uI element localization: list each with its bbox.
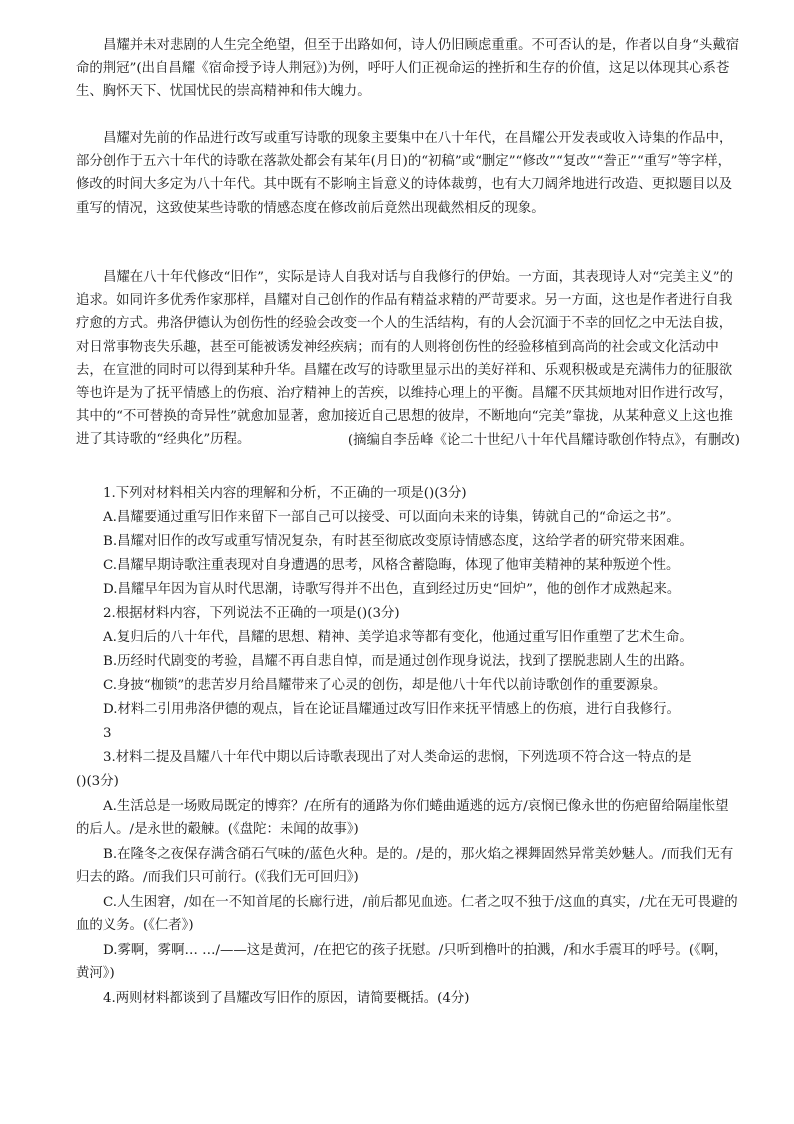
material-paragraph: 昌耀在八十年代修改“旧作”，实际是诗人自我对话与自我修行的伊始。一方面，其表现诗人对“完美主义”的追求。如同许多优秀作家那样，昌耀对自己创作的作品有精益求精的严苛要求。另一方面，这也是作者进行自我疗愈的方式。弗洛伊德认为创伤性的经验会改变一个人的生活结构，有的人会沉湎于不幸的回忆之中无法自拔，对日常事物丧失乐趣，甚至可能被诱发神经疾病；而有的人则将创伤性的经验移植到高尚的社会或文化活动中去，在宣泄的同时可以得到某种升华。昌耀在改写的诗歌里显示出的美好祥和、乐观积极或是充满伟力的征服欲等也许是为了抚平情感上的伤痕、治疗精神上的苦疾，以维持心理上的平衡。昌耀不厌其烦地对旧作进行改写，其中的“不可替换的奇异性”就愈加显著，愈加接近自己思想的彼岸，不断地向“完美”靠拢，从某种意义上这也推进了其诗歌的“经典化”历程。	[76, 270, 733, 448]
material-paragraph: 昌耀并未对悲剧的人生完全绝望，但至于出路如何，诗人仍旧顾虑重重。不可否认的是，作者以自身“头戴宿命的荆冠”(出自昌耀《宿命授予诗人荆冠》)为例，呼吁人们正视命运的挫折和生存的价值，这足以体现其心系苍生、胸怀天下、忧国忧民的崇高精神和伟大魄力。	[76, 38, 740, 100]
question-stem: 3.材料二提及昌耀八十年代中期以后诗歌表现出了对人类命运的悲悯，下列选项不符合这一特点的是	[103, 750, 692, 765]
question-option: C.昌耀早期诗歌注重表现对自身遭遇的思考，风格含蓄隐晦，体现了他审美精神的某种叛逆个性。	[103, 558, 680, 573]
question-option: C.身披“枷锁”的悲苦岁月给昌耀带来了心灵的创伤，却是他八十年代以前诗歌创作的重要源泉。	[103, 678, 667, 693]
question-option: A.生活总是一场败局既定的博弈？/在所有的通路为你们蜷曲遁逃的远方/哀悯已像永世的伤疤留给隔崖怅望的后人。/是永世的觳觫。(《盘陀：未闻的故事》)	[76, 799, 729, 838]
material-paragraph: 昌耀对先前的作品进行改写或重写诗歌的现象主要集中在八十年代，在昌耀公开发表或收入诗集的作品中，部分创作于五六十年代的诗歌在落款处都会有某年(月日)的“初稿”或“删定”“修改”“复改”“誊正”“重写”等字样，修改的时间大多定为八十年代。其中既有不影响主旨意义的诗体裁剪，也有大刀阔斧地进行改造、更拟题目以及重写的情况，这致使某些诗歌的情感态度在修改前后竟然出现截然相反的现象。	[76, 131, 733, 216]
question-option: B.历经时代剧变的考验，昌耀不再自悲自悼，而是通过创作现身说法，找到了摆脱悲剧人生的出路。	[103, 654, 693, 669]
question-option: B.在隆冬之夜保存满含硝石气味的/蓝色火种。是的。/是的，那火焰之裸舞固然异常美妙魅人。/而我们无有归去的路。/而我们只可前行。(《我们无可回归》)	[76, 847, 734, 886]
question-option: C.人生困窘，/如在一不知首尾的长廊行进，/前后都见血迹。仁者之叹不独于/这血的真实，/尤在无可畏避的血的义务。(《仁者》)	[76, 895, 738, 934]
question-stem: 2.根据材料内容，下列说法不正确的一项是()(3分)	[103, 606, 400, 621]
stray-number: 3	[103, 726, 112, 741]
source-citation: (摘编自李岳峰《论二十世纪八十年代昌耀诗歌创作特点》，有删改)	[347, 433, 740, 448]
question-stem: 4.两则材料都谈到了昌耀改写旧作的原因，请简要概括。(4分)	[103, 991, 470, 1006]
question-option: A.昌耀要通过重写旧作来留下一部自己可以接受、可以面向未来的诗集，铸就自己的“命运之书”。	[103, 510, 680, 525]
question-stem: 1.下列对材料相关内容的理解和分析，不正确的一项是()(3分)	[103, 486, 467, 501]
question-option: D.昌耀早年因为盲从时代思潮，诗歌写得并不出色，直到经过历史“回炉”，他的创作才成熟起来。	[103, 582, 681, 597]
question-option: D.雾啊，雾啊… …/——这是黄河，/在把它的孩子抚慰。/只听到橹叶的拍溅，/和水手震耳的呼号。(《啊，黄河》)	[76, 943, 728, 982]
question-stem-continued: ()(3分)	[76, 774, 119, 789]
question-option: D.材料二引用弗洛伊德的观点，旨在论证昌耀通过改写旧作来抚平情感上的伤痕，进行自我修行。	[103, 702, 680, 717]
question-option: B.昌耀对旧作的改写或重写情况复杂，有时甚至彻底改变原诗情感态度，这给学者的研究带来困难。	[103, 534, 693, 549]
question-option: A.复归后的八十年代，昌耀的思想、精神、美学追求等都有变化，他通过重写旧作重塑了艺术生命。	[103, 630, 693, 645]
